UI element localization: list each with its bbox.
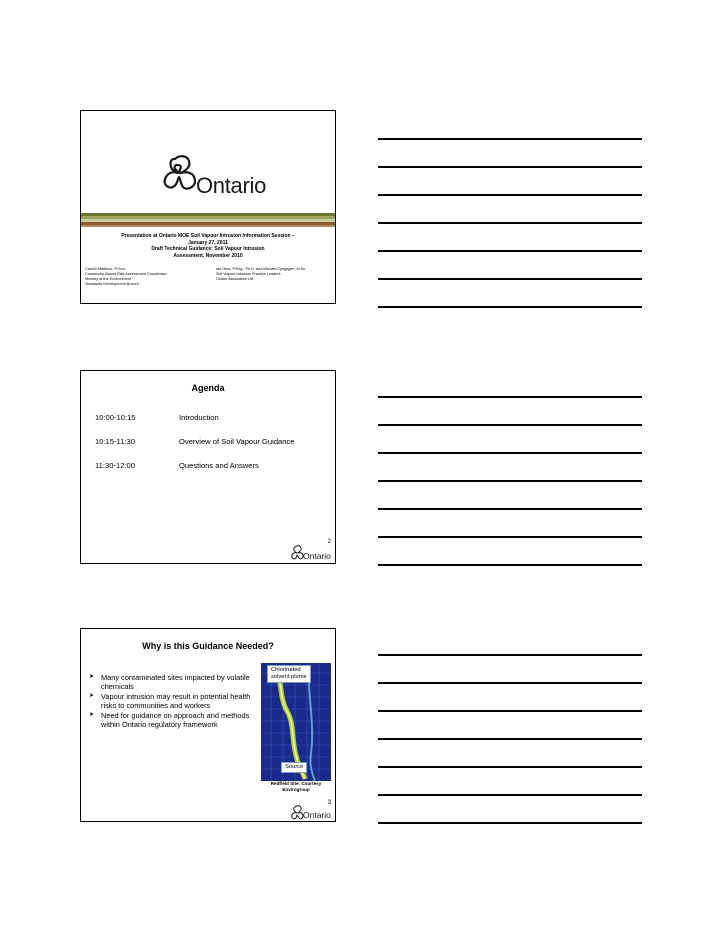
presenter-line: Community Based Risk Assessment Coordinator [85, 272, 167, 276]
bullet-text: Need for guidance on approach and methods within Ontario regulatory framework [101, 710, 250, 730]
bullet-text: Vapour intrusion may result in potential health risks to communities and workers [101, 691, 251, 711]
note-line [378, 508, 642, 510]
plume-callout [267, 665, 311, 683]
note-line [378, 194, 642, 196]
page-number: 3 [327, 800, 331, 806]
note-line [378, 222, 642, 224]
note-line [378, 278, 642, 280]
caption-line: Redfield Site: Courtesy [270, 781, 322, 786]
title-line: Presentation at Ontario MOE Soil Vapour Intrusion Information Session – [121, 233, 295, 239]
agenda-topic: Introduction [179, 413, 219, 422]
title-line: Draft Technical Guidance: Soil Vapour Intrusion [151, 246, 265, 253]
agenda-time: 10:15-11:30 [95, 437, 135, 446]
presenter-line: Ian Hers, P.Eng., Ph.D. and Michael Zyngagen, M.Sc. [216, 267, 307, 271]
bullet-item [87, 692, 259, 711]
arrow-bullet-icon: ➤ [89, 674, 95, 680]
agenda-time: 10:00-10:15 [95, 413, 136, 422]
note-line [378, 794, 642, 796]
bullet-item [87, 673, 259, 692]
bullet-item [87, 711, 259, 730]
agenda-time: 11:30-12:00 [95, 461, 135, 470]
agenda-topic: Questions and Answers [179, 461, 259, 470]
note-line [378, 654, 642, 656]
guidance-slide [80, 628, 336, 822]
note-line [378, 822, 642, 824]
presenter-line: Ministry of the Environment [85, 277, 132, 281]
agenda-slide [80, 370, 336, 564]
callout-line: Chlorinated [271, 667, 301, 673]
caption-line: Envirogroup [282, 786, 310, 792]
arrow-bullet-icon: ➤ [89, 711, 95, 718]
ontario-logo-text: Ontario [303, 810, 331, 820]
ontario-logo-text: Ontario [303, 551, 331, 561]
note-line [378, 564, 642, 566]
note-line [378, 738, 642, 740]
title-slide [80, 110, 336, 304]
note-line [378, 710, 642, 712]
note-line [378, 480, 642, 482]
callout-line: solvent plume [271, 673, 307, 680]
title-line: Assessment, November 2010 [173, 252, 243, 259]
note-line [378, 766, 642, 768]
presenter-line: Camilo Martinez, P.Geo [85, 267, 125, 271]
note-line [378, 682, 642, 684]
slide-title: Agenda [191, 383, 225, 393]
title-line: January 27, 2011 [188, 239, 228, 246]
note-line [378, 396, 642, 398]
bullet-list [87, 673, 259, 729]
presenter-ministry [85, 267, 167, 287]
image-caption [261, 781, 331, 792]
note-line [378, 250, 642, 252]
note-line [378, 424, 642, 426]
presentation-title [81, 233, 335, 259]
note-line [378, 166, 642, 168]
note-line [378, 536, 642, 538]
presenter-line: Standards Development Branch [85, 282, 139, 286]
note-line [378, 138, 642, 140]
slide-title: Why is this Guidance Needed? [142, 641, 274, 651]
note-line [378, 306, 642, 308]
arrow-bullet-icon: ➤ [89, 692, 95, 699]
ontario-logo-text: Ontario [196, 173, 267, 198]
note-line [378, 452, 642, 454]
source-callout: Source [281, 762, 307, 773]
page-number: 2 [327, 539, 331, 545]
bullet-text: Many contaminated sites impacted by volatile chemicals [101, 673, 250, 692]
agenda-topic: Overview of Soil Vapour Guidance [179, 437, 295, 446]
presenter-golder [216, 267, 306, 282]
presenter-line: Soil Vapour Intrusion Practice Leaders [216, 272, 281, 276]
presenter-line: Golder Associates Ltd. [216, 277, 254, 281]
decorative-stripe [81, 225, 335, 227]
